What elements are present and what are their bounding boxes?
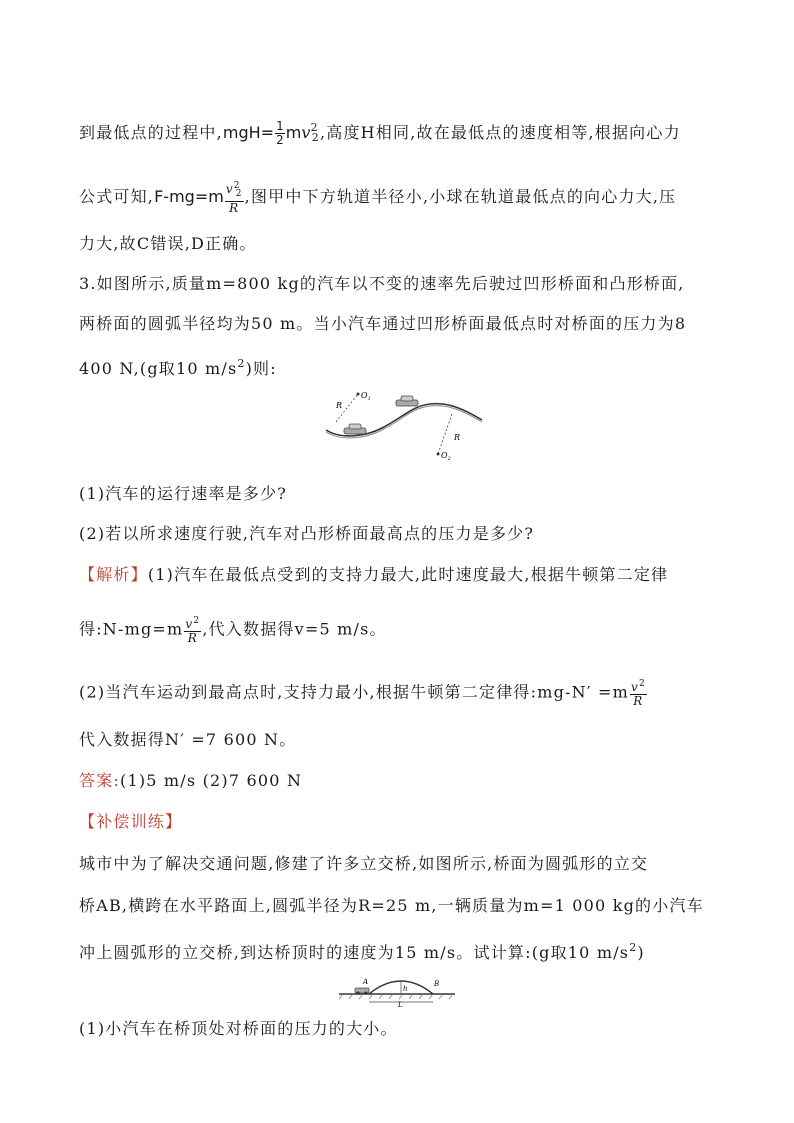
answer-label: 答案: (79, 771, 120, 790)
car-upper-icon (396, 396, 418, 406)
fraction-denominator: 2 (276, 133, 284, 147)
center-point-1 (357, 393, 360, 396)
fraction-v2-over-r (184, 615, 201, 645)
problem-3-line-3 (79, 353, 277, 380)
question-2: (2)若以所求速度行驶,汽车对凸形桥面最高点的压力是多少? (79, 524, 535, 543)
text-segment: 到最低点的过程中, (79, 123, 223, 142)
text-segment: ,代入数据得v=5 m/s。 (202, 619, 387, 639)
text-line-3: 力大,故C错误,D正确。 (79, 234, 257, 253)
text-line-1 (79, 117, 681, 149)
fraction-v2-over-r (225, 180, 244, 215)
numerator-superscript: 2 (638, 679, 646, 689)
equation-lhs: mgH= (222, 123, 275, 142)
center-point-2 (437, 453, 440, 456)
supplement-label: 【补偿训练】 (79, 812, 183, 831)
point-a-label: A (363, 978, 369, 986)
center-label-1: $O_1$ (361, 392, 371, 402)
velocity-symbol: v (301, 123, 312, 142)
radius-label-1: R (336, 401, 343, 410)
unit-superscript: 2 (237, 357, 246, 370)
ground-hatch (339, 994, 453, 999)
supplement-line-3 (79, 937, 645, 964)
length-label: L (398, 1001, 403, 1008)
center-label-2: $O_2$ (441, 451, 451, 462)
fraction-v2-over-r (630, 678, 647, 708)
supplement-tag (79, 811, 182, 833)
solution-line-4: 代入数据得N′ =7 600 N。 (79, 730, 297, 749)
mass-symbol: m (285, 123, 302, 142)
text-segment: ) (637, 943, 645, 962)
fraction-numerator: v (185, 617, 194, 631)
height-label: h (403, 985, 408, 993)
numerator-subscript: 2 (235, 189, 243, 200)
supplement-line-1: 城市中为了解决交通问题,修建了许多立交桥,如图所示,桥面为圆弧形的立交 (79, 854, 649, 873)
solution-line-3 (79, 678, 648, 708)
solution-tag: 【解析】 (79, 565, 148, 584)
supplement-line-2: 桥AB,横跨在水平路面上,圆弧半径为R=25 m,一辆质量为m=1 000 kg的小汽车 (79, 896, 704, 915)
fraction-numerator: v (630, 680, 639, 694)
text-segment: (2)当汽车运动到最高点时,支持力最小,根据牛顿第二定律得:mg-N′ =m (79, 682, 629, 702)
answer-line (79, 770, 302, 792)
text-segment: 公式可知, (79, 187, 155, 207)
text-segment: ,图甲中下方轨道半径小,小球在轨道最低点的向心力大,压 (244, 187, 677, 207)
text-segment: 400 N,(g取10 m/s (79, 359, 238, 378)
radius-label-2: R (454, 433, 461, 442)
equation-lhs: F-mg=m (154, 187, 224, 207)
problem-3-line-1: 3.如图所示,质量m=800 kg的汽车以不变的速率先后驶过凹形桥面和凸形桥面, (79, 274, 685, 293)
velocity-superscript: 2 (310, 121, 319, 134)
question-3: (1)小汽车在桥顶处对桥面的压力的大小。 (79, 1019, 398, 1038)
car-lower-icon (344, 424, 366, 434)
text-segment: (1)汽车在最低点受到的支持力最大,此时速度最大,根据牛顿第二定律 (147, 565, 669, 584)
text-line-2 (79, 180, 676, 215)
unit-superscript: 2 (629, 941, 638, 954)
equation-lhs: 得:N-mg=m (79, 619, 184, 639)
point-b-label: B (434, 980, 440, 988)
numerator-superscript: 2 (233, 181, 241, 191)
fraction-numerator: 1 (276, 119, 284, 133)
bridge-figure (322, 392, 502, 467)
radius-line-2 (438, 414, 452, 454)
text-segment: 冲上圆弧形的立交桥,到达桥顶时的速度为15 m/s。试计算:(g取10 m/s (79, 943, 630, 962)
overpass-figure (337, 972, 457, 1008)
text-segment: )则: (245, 359, 277, 378)
fraction-denominator: R (187, 631, 198, 645)
text-segment: ,高度H相同,故在最低点的速度相等,根据向心力 (319, 123, 681, 142)
question-1: (1)汽车的运行速率是多少? (79, 484, 288, 503)
fraction-denominator: R (229, 201, 240, 216)
solution-line-2 (79, 615, 387, 645)
numerator-superscript: 2 (193, 616, 201, 626)
velocity-subscript: 2 (311, 131, 320, 144)
fraction-half (275, 120, 285, 147)
answer-text: (1)5 m/s (2)7 600 N (120, 771, 303, 790)
problem-3-line-2: 两桥面的圆弧半径均为50 m。当小汽车通过凹形桥面最低点时对桥面的压力为8 (79, 314, 687, 333)
fraction-denominator: R (633, 694, 644, 708)
fraction-numerator: v (225, 182, 234, 196)
solution-line-1 (79, 564, 668, 586)
